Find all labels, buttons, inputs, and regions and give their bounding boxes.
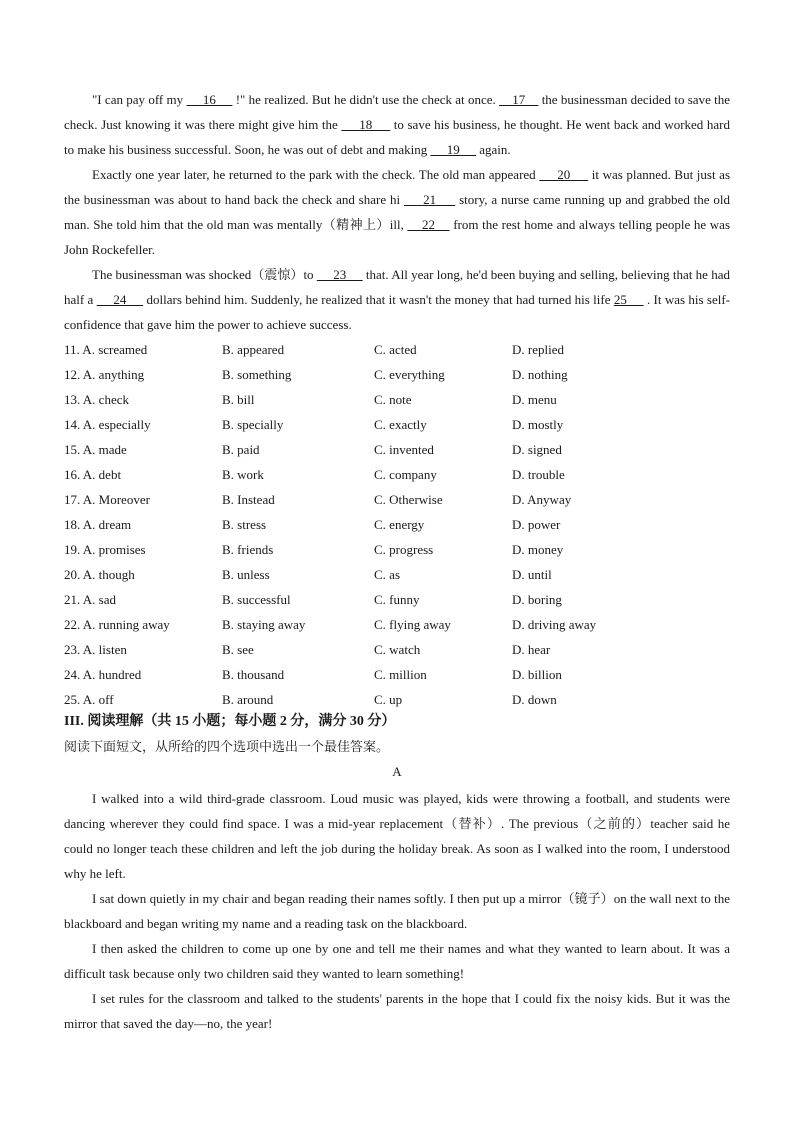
option-a: 22. A. running away (64, 617, 170, 632)
option-row (64, 562, 730, 587)
option-a: 20. A. though (64, 567, 135, 582)
option-b: B. friends (222, 542, 274, 557)
option-c: C. up (374, 692, 403, 707)
option-d: D. money (512, 542, 564, 557)
option-b: B. thousand (222, 667, 285, 682)
option-d: D. down (512, 692, 557, 707)
reading-passage-a (64, 786, 730, 1036)
option-b: B. successful (222, 592, 291, 607)
option-c: C. as (374, 567, 400, 582)
option-a: 17. A. Moreover (64, 492, 150, 507)
blank-22: 22 (407, 217, 450, 232)
option-b: B. around (222, 692, 274, 707)
option-b: B. work (222, 467, 264, 482)
option-a: 19. A. promises (64, 542, 146, 557)
option-row (64, 387, 730, 412)
blank-16: 16 (186, 92, 233, 107)
blank-20: 20 (539, 167, 589, 182)
option-d: D. hear (512, 642, 551, 657)
option-d: D. Anyway (512, 492, 572, 507)
option-b: B. Instead (222, 492, 275, 507)
option-a: 16. A. debt (64, 467, 122, 482)
option-c: C. energy (374, 517, 425, 532)
option-b: B. bill (222, 392, 255, 407)
option-c: C. company (374, 467, 437, 482)
option-c: C. million (374, 667, 427, 682)
option-c: C. progress (374, 542, 434, 557)
option-row (64, 487, 730, 512)
option-a: 18. A. dream (64, 517, 132, 532)
passage-paragraph: I then asked the children to come up one by one and tell me their names and what they wanted to learn about. It was a difficult task because only two children said they wanted to learn something! (64, 941, 730, 981)
cloze-paragraph-2: Exactly one year later, he returned to the park with the check. The old man appeared 20 it was planned. But just as the businessman was about to hand back the check and share hi 21 story, a nurse came running up and grabbed the old man. She told him that the old man was mentally（精神上）ill, 22 from the rest home and always telling people he was John Rockefeller. (64, 167, 731, 257)
option-c: C. flying away (374, 617, 451, 632)
section-instruction: 阅读下面短文，从所给的四个选项中选出一个最佳答案。 (64, 739, 390, 754)
option-a: 12. A. anything (64, 367, 145, 382)
option-a: 15. A. made (64, 442, 127, 457)
option-b: B. specially (222, 417, 284, 432)
cloze-passage (64, 87, 730, 337)
option-d: D. driving away (512, 617, 597, 632)
passage-paragraph: I sat down quietly in my chair and began reading their names softly. I then put up a mirror（镜子）on the wall next to the blackboard and began writing my name and a reading task on the blackboard. (64, 891, 730, 931)
passage-paragraph: I set rules for the classroom and talked to the students' parents in the hope that I could fix the noisy kids. But it was the mirror that saved the day—no, the year! (64, 991, 730, 1031)
option-a: 25. A. off (64, 692, 114, 707)
blank-18: 18 (341, 117, 391, 132)
option-row (64, 612, 730, 637)
option-c: C. Otherwise (374, 492, 443, 507)
blank-17: 17 (499, 92, 539, 107)
blank-23: 23 (316, 267, 363, 282)
option-b: B. stress (222, 517, 267, 532)
option-d: D. nothing (512, 367, 568, 382)
option-d: D. boring (512, 592, 562, 607)
option-row (64, 437, 730, 462)
option-a: 13. A. check (64, 392, 129, 407)
option-row (64, 662, 730, 687)
option-row (64, 687, 730, 712)
option-d: D. trouble (512, 467, 565, 482)
option-row (64, 462, 730, 487)
option-b: B. something (222, 367, 292, 382)
option-row (64, 587, 730, 612)
option-row (64, 537, 730, 562)
blank-24: 24 (96, 292, 144, 307)
option-d: D. signed (512, 442, 562, 457)
blank-21: 21 (403, 192, 456, 207)
option-row (64, 337, 730, 362)
blank-19: 19 (430, 142, 476, 157)
option-b: B. paid (222, 442, 260, 457)
option-b: B. see (222, 642, 254, 657)
option-c: C. note (374, 392, 412, 407)
passage-label: A (392, 764, 402, 779)
option-a: 24. A. hundred (64, 667, 142, 682)
option-b: B. unless (222, 567, 270, 582)
option-c: C. invented (374, 442, 434, 457)
option-row (64, 412, 730, 437)
option-c: C. watch (374, 642, 421, 657)
option-d: D. until (512, 567, 552, 582)
option-c: C. acted (374, 342, 417, 357)
option-c: C. funny (374, 592, 420, 607)
option-d: D. replied (512, 342, 564, 357)
option-c: C. everything (374, 367, 445, 382)
option-a: 23. A. listen (64, 642, 127, 657)
cloze-paragraph-3: The businessman was shocked（震惊）to 23 that. All year long, he'd been buying and selling, believing that he had half a 24 dollars behind him. Suddenly, he realized that it wasn't the money that had turned his life 25 . It was his self-confidence that gave him the power to achieve success. (64, 267, 731, 332)
option-d: D. power (512, 517, 561, 532)
passage-paragraph: I walked into a wild third-grade classroom. Loud music was played, kids were throwing a football, and students were dancing wherever they could find space. I was a mid-year replacement（替补）. The previous（之前的）teacher said he could no longer teach these children and left the job during the holiday break. As soon as I walked into the room, I understood why he left. (64, 791, 730, 881)
option-row (64, 512, 730, 537)
option-row (64, 637, 730, 662)
option-row (64, 362, 730, 387)
option-b: B. staying away (222, 617, 306, 632)
option-d: D. menu (512, 392, 557, 407)
options-list (64, 337, 730, 712)
option-a: 14. A. especially (64, 417, 151, 432)
option-a: 11. A. screamed (64, 342, 148, 357)
option-d: D. mostly (512, 417, 564, 432)
cloze-paragraph-1: "I can pay off my 16 !" he realized. But he didn't use the check at once. 17 the businessman decided to save the check. Just knowing it was there might give him the 18 to save his business, he thought. He went back and worked hard to make his business successful. Soon, he was out of debt and making 19 again. (64, 92, 731, 157)
section-title: III. 阅读理解（共 15 小题；每小题 2 分，满分 30 分） (64, 714, 396, 729)
blank-25: 25 (613, 292, 644, 307)
option-b: B. appeared (222, 342, 285, 357)
option-c: C. exactly (374, 417, 427, 432)
option-d: D. billion (512, 667, 562, 682)
option-a: 21. A. sad (64, 592, 116, 607)
